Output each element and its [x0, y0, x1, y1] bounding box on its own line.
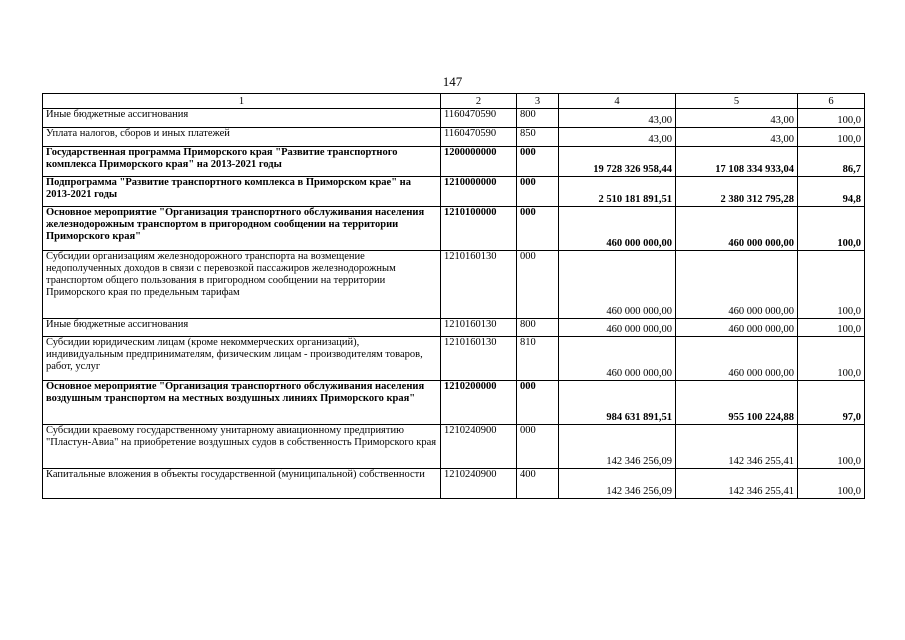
row-code-cell: 1200000000 [441, 147, 517, 177]
row-name-cell: Субсидии юридическим лицам (кроме некоммерческих организаций), индивидуальным предпринимателям, физическим лицам - производителям товаров, работ, услуг [43, 337, 441, 381]
table-row [43, 207, 865, 251]
row-fact-amount-cell: 43,00 [676, 109, 798, 128]
row-fact-amount-cell: 460 000 000,00 [676, 319, 798, 337]
row-type-cell: 000 [517, 207, 559, 251]
row-type-cell: 800 [517, 319, 559, 337]
header-cell: 1 [43, 94, 441, 109]
row-code-cell: 1210160130 [441, 337, 517, 381]
row-fact-amount-cell: 17 108 334 933,04 [676, 147, 798, 177]
row-fact-amount-cell: 460 000 000,00 [676, 207, 798, 251]
row-type-cell: 800 [517, 109, 559, 128]
row-percent-cell: 100,0 [798, 128, 865, 147]
row-name-cell: Иные бюджетные ассигнования [43, 319, 441, 337]
table-row [43, 337, 865, 381]
header-cell: 6 [798, 94, 865, 109]
row-type-cell: 000 [517, 251, 559, 319]
budget-table-body [43, 94, 865, 499]
row-code-cell: 1210100000 [441, 207, 517, 251]
row-code-cell: 1160470590 [441, 128, 517, 147]
row-percent-cell: 100,0 [798, 469, 865, 499]
row-percent-cell: 94,8 [798, 177, 865, 207]
row-percent-cell: 100,0 [798, 109, 865, 128]
row-name-cell: Капитальные вложения в объекты государственной (муниципальной) собственности [43, 469, 441, 499]
row-plan-amount-cell: 460 000 000,00 [559, 337, 676, 381]
row-percent-cell: 100,0 [798, 337, 865, 381]
row-plan-amount-cell: 460 000 000,00 [559, 319, 676, 337]
row-code-cell: 1210160130 [441, 319, 517, 337]
table-row [43, 177, 865, 207]
row-name-cell: Государственная программа Приморского края "Развитие транспортного комплекса Приморского края" на 2013-2021 годы [43, 147, 441, 177]
row-plan-amount-cell: 460 000 000,00 [559, 251, 676, 319]
header-cell: 3 [517, 94, 559, 109]
row-type-cell: 000 [517, 425, 559, 469]
row-plan-amount-cell: 142 346 256,09 [559, 425, 676, 469]
row-fact-amount-cell: 2 380 312 795,28 [676, 177, 798, 207]
row-type-cell: 810 [517, 337, 559, 381]
row-fact-amount-cell: 142 346 255,41 [676, 469, 798, 499]
row-code-cell: 1210200000 [441, 381, 517, 425]
table-row [43, 128, 865, 147]
row-fact-amount-cell: 43,00 [676, 128, 798, 147]
table-header-row [43, 94, 865, 109]
table-row [43, 251, 865, 319]
row-type-cell: 000 [517, 177, 559, 207]
row-type-cell: 000 [517, 381, 559, 425]
row-name-cell: Субсидии краевому государственному унитарному авиационному предприятию "Пластун-Авиа" на приобретение воздушных судов в собственность Приморского края [43, 425, 441, 469]
row-name-cell: Основное мероприятие "Организация транспортного обслуживания населения воздушным транспортом на местных воздушных линиях Приморского края" [43, 381, 441, 425]
row-fact-amount-cell: 142 346 255,41 [676, 425, 798, 469]
row-fact-amount-cell: 460 000 000,00 [676, 251, 798, 319]
row-percent-cell: 97,0 [798, 381, 865, 425]
row-plan-amount-cell: 142 346 256,09 [559, 469, 676, 499]
row-plan-amount-cell: 460 000 000,00 [559, 207, 676, 251]
row-code-cell: 1210000000 [441, 177, 517, 207]
row-name-cell: Иные бюджетные ассигнования [43, 109, 441, 128]
row-code-cell: 1210240900 [441, 425, 517, 469]
row-name-cell: Субсидии организациям железнодорожного транспорта на возмещение недополученных доходов в связи с перевозкой пассажиров железнодорожным транспортом общего пользования в пригородном сообщении на территории Приморского края по предельным тарифам [43, 251, 441, 319]
row-type-cell: 850 [517, 128, 559, 147]
header-cell: 2 [441, 94, 517, 109]
row-code-cell: 1210160130 [441, 251, 517, 319]
header-cell: 4 [559, 94, 676, 109]
row-type-cell: 000 [517, 147, 559, 177]
table-row [43, 425, 865, 469]
page-number: 147 [442, 74, 463, 89]
row-plan-amount-cell: 2 510 181 891,51 [559, 177, 676, 207]
table-row [43, 319, 865, 337]
row-percent-cell: 100,0 [798, 425, 865, 469]
row-name-cell: Основное мероприятие "Организация транспортного обслуживания населения железнодорожным транспортом в пригородном сообщении на территории Приморского края" [43, 207, 441, 251]
row-percent-cell: 86,7 [798, 147, 865, 177]
row-code-cell: 1160470590 [441, 109, 517, 128]
row-type-cell: 400 [517, 469, 559, 499]
row-fact-amount-cell: 955 100 224,88 [676, 381, 798, 425]
table-row [43, 109, 865, 128]
row-percent-cell: 100,0 [798, 207, 865, 251]
row-plan-amount-cell: 43,00 [559, 128, 676, 147]
table-row [43, 469, 865, 499]
row-percent-cell: 100,0 [798, 251, 865, 319]
row-plan-amount-cell: 984 631 891,51 [559, 381, 676, 425]
table-row [43, 147, 865, 177]
row-name-cell: Уплата налогов, сборов и иных платежей [43, 128, 441, 147]
row-fact-amount-cell: 460 000 000,00 [676, 337, 798, 381]
row-name-cell: Подпрограмма "Развитие транспортного комплекса в Приморском крае" на 2013-2021 годы [43, 177, 441, 207]
header-cell: 5 [676, 94, 798, 109]
table-row [43, 381, 865, 425]
row-plan-amount-cell: 19 728 326 958,44 [559, 147, 676, 177]
row-code-cell: 1210240900 [441, 469, 517, 499]
budget-table [42, 93, 865, 499]
row-percent-cell: 100,0 [798, 319, 865, 337]
row-plan-amount-cell: 43,00 [559, 109, 676, 128]
